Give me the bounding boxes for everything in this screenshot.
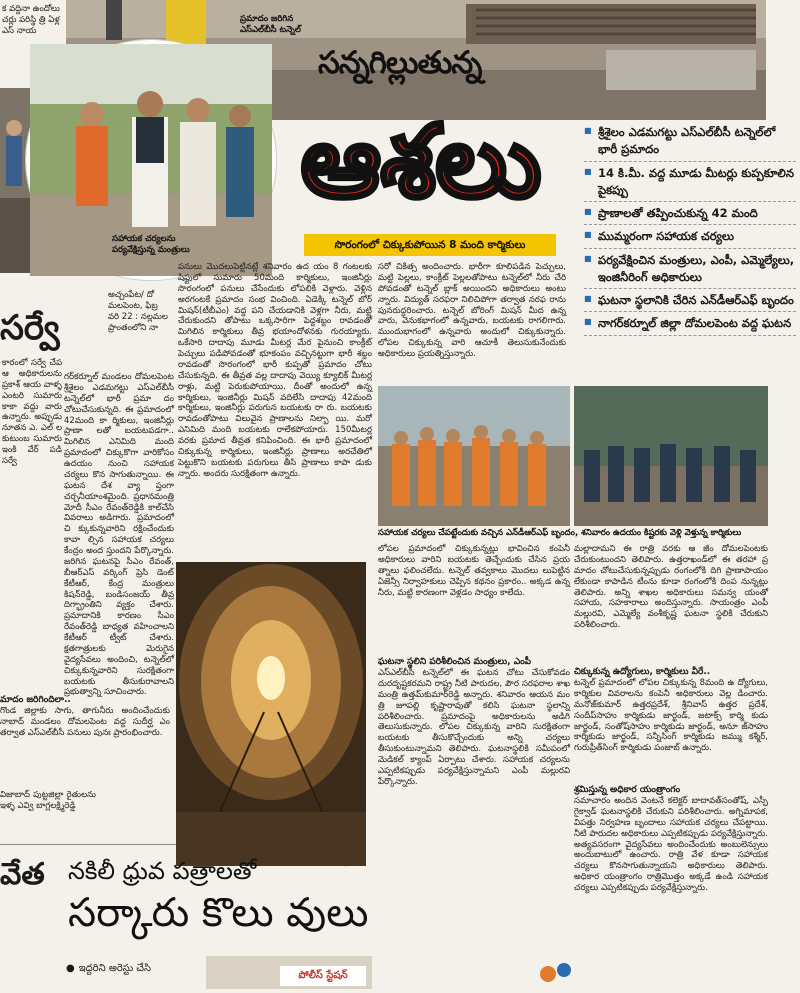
- headline-kicker: సన్నగిల్లుతున్న: [318, 45, 482, 81]
- bottom-headline: సర్కారు కొలు వులు: [68, 890, 369, 936]
- story-lower-mid: లోపల ప్రమాదంలో చిక్కుకున్నట్లు భావించిన కంపెనీ అధికారులు వారిని బయటకు తెచ్చేందుకు చేసిన ప్రయ త్నాలు ఫలించలేదు. టన్నెల్ తవ్వకాలు మొదలు లుపెట్టిన ఏజెన్సీ నిర్వాహకులు చెప్పిన కథనం ప్రకారం.. అక్కడ ఉన్న నీరు, మట్టి కారణంగా వెళ్లడం సాధ్యం కాలేదు.: [378, 544, 570, 598]
- tunnel-interior-photo: [176, 562, 366, 866]
- bottom-right-graphic: [536, 948, 576, 989]
- story-dateline: అచ్చంపేట/ దో మలపెంట, ఫిబ్ర వరి 22 : నల్లమల ప్రాంతంలోని నా: [108, 290, 168, 333]
- left-survey-body: కారంలో సర్వే చేప ఆ అధికారులను ప్రకాశ్ ఆయ వాళ్ళ ఎంటరి సుమారు కాకా వద్దు వారు ఉన్నారు. అప్పుడు నూతన ఎ. ఎల్ ల కుటుంబ సుమారు ఇంకి వేర్ పడి సర్వే: [2, 358, 62, 466]
- subhead-trapped-workers: చిక్కుకున్న ఉద్యోగులు, కార్మికులు వీరే..: [574, 667, 711, 677]
- story-lower-right: మల్లాదామని ఈ రాత్రి వరకు ఆ జీం దోమలపెంటకు చేరుకుంటుందని తెలిపారు. ఉత్తరాఖండ్‌లో ఈ తరహా ప్ర మాదం చోటుచేసుకున్నప్పుడు రంగంలోకి దిగి ప్రాణాపాయం లేకుండా కాపాడిన టీంను కూడా రంగంలోకి దింప నున్నట్లు తెలిపారు. అన్ని శాఖల అధికారులు సమన్వ యంతో సహాయ, సహకారాలు అందిస్తున్నారు. సాయంత్రం ఎంపీ మల్లురవి, ఎమ్మెల్యే వంశీకృష్ణ ఘటనా స్థలికి చేరుకుని పరిశీలించారు.: [574, 544, 768, 631]
- inset-caption: సహాయక చర్యలను పర్యవేక్షిస్తున్న మంత్రులు: [112, 234, 190, 256]
- bullet-dot-icon: ●: [66, 963, 75, 974]
- bottom-bullet-text: ఇద్దరిని అరెస్టు చేసి: [78, 963, 152, 974]
- highlight-item: ■ 14 కి.మీ. వద్ద మూడు మీటర్లు కుప్పకూలిన పైకప్పు: [584, 165, 796, 203]
- left-bottom-caption: విజాబాద్ పుట్టజిల్లా రైతులను ఇళ్ళ ఎవ్వి బాగ్లలక్ష్మిరెడ్డి: [0, 790, 96, 811]
- highlight-item: ■ పర్యవేక్షించిన మంత్రులు, ఎంపీ, ఎమ్మెల్యేలు, ఇంజినీరింగ్ అధికారులు: [584, 252, 796, 290]
- highlight-item: ■ నాగర్‌కర్నూల్ జిల్లా దోమలపెంట వద్ద ఘటన: [584, 315, 796, 335]
- story-column-2: పనులు మొదలుపెట్టినట్లే శనివారం ఉద యం 8 గంటలకు షిఫ్టులో సుమారు 50మంది కార్మికులు, ఇంజినీర్లు సొరంగంలో పనులు చేసేందుకు లోపలికి వెళ్లారు. వెళ్లిన అరగంటకే ప్రమాదం సంభ వించింది. ఏడెక్కి టన్నెల్ బోర్ మిషన్(టీబీఎం) వద్ద పని చేయడానికి వెళ్లగా నీరు, మట్టి చేరుకుందని తోపాటు ఒక్కసారిగా పెద్దశబ్దం రావడంతో మిగిలిన కార్మికులు తీవ్ర భయాందోళనకు గురయ్యారు. ఒకేసారి దాదాపు మూడు మీటర్ల మేర పైనుంచి కాంక్రీట్ పెచ్చులు పడిపోవడంతో భూకంపం వచ్చినట్టుగా భారీ శబ్దం రావడంతో సొరంగంలో భారీ కుప్పతో ప్రమాదం చోటు చేసుకున్నది. ఈ తీవ్రత వల్ల దాదాపు వెయ్యి క్యూబిక్ మీటర్ల రాళ్లు, మట్టి పెరుకుపోయాయి. దీంతో అందులో ఉన్న కార్మికులు, ఇంజినీర్లు మిషన్ వదిలేసి దాదాపు 42మంది కార్మికులు, ఇంజినీర్లు పరుగున బయటకు రా రు. బయటకు రావడంతోపాటు విలువైన ప్రాణాలను నిల్బా యి. మరో ఎనిమిది మంది బయటకు రాలేకపోయారు. 150మీటర్ల వరకు ప్రమాద తీవ్రత కనిపించింది. ఈ భారీ ప్రమాదంలో చిక్కుకున్న కార్మికులు, ఇంజినీర్లు ప్రాణాలు అరచేతిలో పెట్టుకొని బయటకు పరుగులు తీసి ప్రాణాలు కాపా డుకు న్నారు. అందరు సురక్షితంగా ఉన్నారు.: [178, 262, 372, 479]
- left-survey-headline: సర్వే: [0, 308, 60, 348]
- headline-strap: సొరంగంలో చిక్కుకుపోయిన 8 మంది కార్మికులు: [304, 234, 556, 256]
- left-sub-body: గొండ జిల్లాకు సాగు, తాగునీరు అందించేందుకు నాబాద్ మండలం దోమలపెంట వద్ద సుదీర్ఘ ఎం తర్వాత ఎస్‌ఎల్‌బీసీ పనులు పునః ప్రారంభించారు.: [0, 706, 170, 738]
- left-top-snippet: క వద్దినా ఉందోలు చర్లు పరిస్థి త్రి ఏళ్ల ఎస్ నాయ: [2, 4, 60, 36]
- highlight-item: ■ ముమ్మరంగా సహాయక చర్యలు: [584, 228, 796, 248]
- left-subhead-accident: మాదం జరిగిందిలా..: [0, 695, 71, 705]
- highlights-box: [584, 124, 796, 339]
- subhead-officials: శ్రమిస్తున్న అధికార యంత్రాంగం: [574, 785, 681, 795]
- highlight-item: ■ ప్రాణాలతో తప్పించుకున్న 42 మంది: [584, 205, 796, 225]
- story-lower-mid-body: ఎస్‌ఎల్‌బీసీ టన్నెల్‌లో ఈ ఘటన చోటు చేసుకోవడం దురదృష్టకరమని రాష్ట్ర నీటి పారుదల, పౌర సరఫరాల శాఖ మంత్రి ఉత్తమ్‌కుమార్‌రెడ్డి అన్నారు. శనివారం ఆయన మం త్రి జూపల్లి కృష్ణారావుతో కలిసి ఘటనా స్థలాన్ని పరిశీలించారు. ప్రమాదంపై అధికారులను అడిగి తెలుసుకున్నారు. లోపల చిక్కుకున్న వారిని సురక్షితంగా బయటకు తీసుకొచ్చేందుకు అన్ని చర్యలు తీసుకుంటున్నామని తెలిపారు. ఘటనాస్థలికి సమీపంలో మెడికల్ క్యాంప్ ఏర్పాటు చేశారు. సహాయక చర్యలను ఎప్పటికప్పుడు పర్యవేక్షిస్తున్నామని ఎంపీ మల్లురవి పేర్కొన్నారు.: [378, 668, 570, 787]
- left-bottom-headline: వేత: [0, 857, 45, 892]
- workers-photo: [574, 386, 768, 526]
- subhead-ministers-visit: ఘటనా స్థలిని పరిశీలించిన మంత్రులు, ఎంపీ: [378, 657, 532, 667]
- rescue-photo-caption: సహాయక చర్యలు చేపట్టేందుకు వచ్చిన ఎన్‌డీఆర్‌ఎఫ్ బృందం, శనివారం ఉదయం కిష్టరకు వెళ్లి వెళ్తున్న కార్మికులు: [378, 528, 742, 538]
- highlight-item: ■ శ్రీశైలం ఎడమగట్టు ఎస్‌ఎల్‌బీసీ టన్నెల్‌లో భారీ ప్రమాదం: [584, 124, 796, 162]
- police-station-sign: పోలీస్ స్టేషన్: [280, 966, 366, 986]
- story-officials-body: సమాచారం అందిన వెంటనే కలెక్టర్ బాదావత్‌సంతోష్, ఎస్పీ గైక్వాడ్ ఘటనాస్థలికి చేరుకుని పరిశీలించారు. అగ్నిమాపక, విపత్తు నిర్వహణ బృందాలు సహాయక చర్యలు చేపట్టాయి. నీటి పారుదల అధికారులు ఎప్పటికప్పుడు పర్యవేక్షిస్తున్నారు. అత్యవసరంగా వైద్యసేవలు అందించేందుకు అంబులెన్సులు అందుబాటులో ఉంచారు. రాత్రి వేళ కూడా సహాయక చర్యలు కొనసాగుతున్నాయని అధికారులు తెలిపారు. అధికార యంత్రాంగం రాత్రిమొత్తం అక్కడే ఉండి సహాయక చర్యలు ఎప్పటికప్పుడు పర్యవేక్షిస్తున్నారు.: [574, 796, 768, 893]
- ndrf-team-photo: [378, 386, 570, 526]
- police-station-photo: [206, 956, 372, 989]
- highlights-list: [584, 124, 796, 336]
- bottom-bullet: [66, 962, 206, 976]
- headline-main: ఆశలు: [300, 103, 542, 220]
- story-column-3: సరో చికిత్స అందించారు. భారీగా కూలిపడిన పెచ్చులు, మట్టి పెల్లలు, కాంక్రీట్ పెల్లలతోపాటు టన్నెల్‌లో నీరు చేరి పోవడంతో టన్నెల్ బ్లాక్ అయిందని అధికారులు అంటు న్నారు. విద్యుత్ సరఫరా నిలిచిపోగా తర్వాత నరఫ రాను పునరుద్ధరించారు. టన్నెల్ బోరింగ్ మిషన్ మీద ఉన్న వారు, వెనుకభాగంలో ఉన్నవారు, బయటకు రాగలిగారు. ముందుభాగంలో ఉన్నవారు అందులో చిక్కుకున్నారు. లోపల చిక్కుకున్న వారి ఆచూకీ తెలుసుకునేందుకు అధికారులు ప్రయత్నిస్తున్నారు.: [378, 262, 566, 359]
- story-trapped-workers-body: టన్నెల్ ప్రమాదంలో లోపల చిక్కుకున్న 8మంది ఉ ద్యోగులు, కార్మికుల వివరాలను కంపెనీ అధికారులు వెల్ల డించారు. మనోజ్‌కుమార్ ఉత్తరప్రదేశ్, శ్రీనివాస్ ఉత్తర ప్రదేశ్, సందీప్‌సాహు కార్మికుడు జార్ఖండ్, జటాక్స్ కార్మి కుడు జార్ఖండ్, సంతోష్‌సాహు కార్మికుడు జార్ఖండ్, అనూ జ్‌సాహు కార్మికుడు జార్ఖండ్, సన్నీసింగ్ కార్మికుడు జమ్ము కశ్మీర్, గురుప్రీత్‌సింగ్ కార్మికుడు పంజాబ్ ఉన్నారు.: [574, 678, 768, 754]
- bottom-kicker: నకిలీ ధ్రువ పత్రాలతో: [68, 857, 257, 885]
- highlight-item: ■ ఘటనా స్థలానికి చేరిన ఎన్‌డీఆర్‌ఎఫ్ బృందం: [584, 292, 796, 312]
- top-photo-caption: ప్రమాదం జరిగిన ఎస్‌ఎల్‌బీసీ టన్నెల్: [240, 14, 301, 36]
- bottom-divider: [0, 844, 176, 845]
- story-column-1-body: గర్‌కర్నూల్ మండలం దోమలపెంట శ్రీశైలం ఎడమగట్టు ఎస్‌ఎల్‌బీసీ టన్నెల్‌లో భారీ ప్రమా దం చోటుచేసుకున్నది. ఈ ప్రమాదంలో 42మంది కా ర్మికులు, ఇంజినీర్లు ప్రాణా లతో బయటపడగా.. మిగిలిన ఎనిమిది మంది ప్రమాదంలో చిక్కుకొగా వారికోసం ఉదయం నుంచి సహాయక చర్యలు కొన సాగుతున్నాయి. ఈ ఘటన దేశ వ్యా ప్తంగా చర్చనీయాంశమైంది. ప్రధానమంత్రి మోదీ సీఎం రేవంత్‌రెడ్డికి కాల్‌చేసి వివరాలు అడిగారు. ప్రమాదంలో చి క్కుకున్నవారిని రక్షించేందుకు కావా ల్సిన సహాయక చర్యలు కేంద్రం అంద స్తుందని పేర్కొన్నారు. జరిగిన ఘటనపై సీఎం రేవంత్, బీఆర్‌ఎస్ వర్కింగ్ ప్రెసి డెంట్ కేటీఆర్, కేంద్ర మంత్రులు కిషన్‌రెడ్డి, బండిసంజయ్ తీవ్ర దిగ్భ్రాంతిని వ్యక్తం చేశారు. ప్రమాదానికి కారణం సీఎం రేవంత్‌రెడ్డి బాధ్యత వహించాలని కేటీఆర్ ట్వీట్ చేశారు. క్షతగాత్రులకు మెరుగైన వైద్యసేవలు అందించి, టన్నెల్‌లో చిక్కుకున్నవారిని సురక్షితంగా బయటకు తీసుకురావాలని ప్రభుత్వాన్ని సూచించారు.: [64, 372, 174, 698]
